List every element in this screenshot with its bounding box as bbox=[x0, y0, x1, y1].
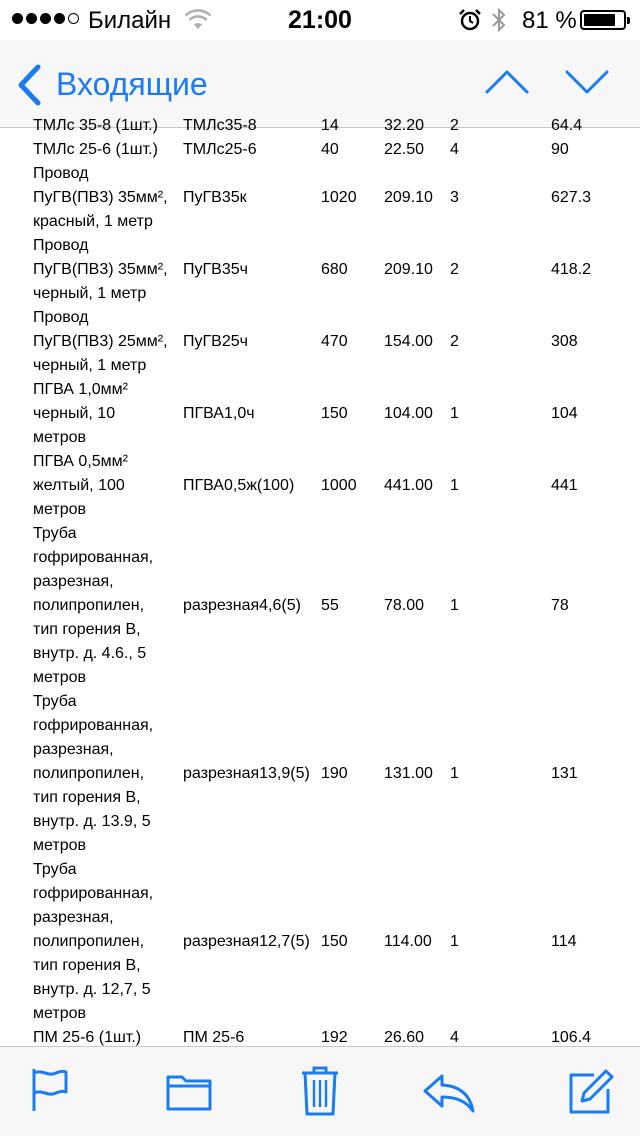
move-to-folder-button[interactable] bbox=[166, 1073, 212, 1116]
item-name: ТМЛс 25-6 (1шт.) bbox=[33, 141, 158, 158]
table-row bbox=[0, 306, 640, 378]
item-total: 90 bbox=[551, 141, 569, 158]
flag-icon bbox=[30, 1067, 70, 1113]
item-code: ПМ 25-6 bbox=[183, 1029, 245, 1046]
item-qty: 190 bbox=[321, 765, 348, 782]
carrier-name: Билайн bbox=[88, 7, 172, 34]
back-button-label: Входящие bbox=[56, 65, 208, 102]
alarm-icon bbox=[458, 8, 482, 39]
status-bar bbox=[0, 0, 640, 40]
item-count: 1 bbox=[450, 477, 459, 494]
item-code: ТМЛс25-6 bbox=[183, 141, 257, 158]
item-count: 2 bbox=[450, 333, 459, 350]
item-count: 2 bbox=[450, 117, 459, 134]
item-price: 209.10 bbox=[384, 189, 433, 206]
item-price: 131.00 bbox=[384, 765, 433, 782]
item-qty: 1000 bbox=[321, 477, 357, 494]
item-total: 106.4 bbox=[551, 1029, 592, 1046]
back-button[interactable] bbox=[16, 64, 208, 106]
item-price: 78.00 bbox=[384, 597, 425, 614]
table-row bbox=[0, 162, 640, 234]
item-count: 4 bbox=[450, 1029, 459, 1046]
table-row bbox=[0, 114, 640, 138]
item-code: ПуГВ35ч bbox=[183, 261, 248, 278]
folder-icon bbox=[166, 1073, 212, 1111]
reply-icon bbox=[422, 1073, 476, 1113]
item-code: разрезная12,7(5) bbox=[183, 933, 310, 950]
item-total: 78 bbox=[551, 597, 569, 614]
item-name: ПМ 25-6 (1шт.) bbox=[33, 1029, 142, 1046]
item-total: 114 bbox=[551, 933, 577, 950]
table-row bbox=[0, 234, 640, 306]
item-total: 131 bbox=[551, 765, 578, 782]
item-code: ПГВА0,5ж(100) bbox=[183, 477, 295, 494]
item-qty: 150 bbox=[321, 933, 348, 950]
table-row bbox=[0, 378, 640, 450]
item-total: 104 bbox=[551, 405, 578, 422]
chevron-left-icon bbox=[16, 64, 42, 106]
item-name: Труба гофрированная, разрезная, полипропилен, тип горения В, внутр. д. 12,7, 5 метров bbox=[33, 861, 154, 1022]
item-price: 22.50 bbox=[384, 141, 425, 158]
item-price: 441.00 bbox=[384, 477, 433, 494]
item-qty: 55 bbox=[321, 597, 339, 614]
item-name: Труба гофрированная, разрезная, полипропилен, тип горения В, внутр. д. 13.9, 5 метров bbox=[33, 693, 154, 854]
table-row bbox=[0, 858, 640, 1026]
item-code: ПуГВ35к bbox=[183, 189, 247, 206]
next-message-button[interactable] bbox=[564, 68, 610, 101]
item-qty: 680 bbox=[321, 261, 348, 278]
item-count: 1 bbox=[450, 765, 459, 782]
chevron-down-icon bbox=[564, 68, 610, 96]
table-row bbox=[0, 138, 640, 162]
item-price: 114.00 bbox=[384, 933, 432, 950]
item-code: разрезная4,6(5) bbox=[183, 597, 301, 614]
item-code: ПГВА1,0ч bbox=[183, 405, 255, 422]
item-count: 1 bbox=[450, 933, 459, 950]
item-count: 1 bbox=[450, 405, 459, 422]
message-body[interactable] bbox=[0, 117, 640, 1046]
flag-button[interactable] bbox=[30, 1067, 70, 1118]
clock: 21:00 bbox=[288, 6, 352, 34]
item-count: 1 bbox=[450, 597, 459, 614]
bluetooth-icon bbox=[490, 7, 508, 40]
item-code: ТМЛс35-8 bbox=[183, 117, 257, 134]
item-qty: 150 bbox=[321, 405, 348, 422]
item-total: 64.4 bbox=[551, 117, 583, 134]
item-price: 154.00 bbox=[384, 333, 433, 350]
delete-button[interactable] bbox=[300, 1065, 340, 1122]
item-total: 627.3 bbox=[551, 189, 592, 206]
table-row bbox=[0, 690, 640, 858]
table-row bbox=[0, 522, 640, 690]
item-qty: 40 bbox=[321, 141, 339, 158]
item-name: Провод ПуГВ(ПВ3) 35мм², черный, 1 метр bbox=[33, 237, 168, 302]
item-name: ПГВА 0,5мм² желтый, 100 метров bbox=[33, 453, 128, 518]
item-name: Провод ПуГВ(ПВ3) 25мм², черный, 1 метр bbox=[33, 309, 168, 374]
item-name: Провод ПуГВ(ПВ3) 35мм², красный, 1 метр bbox=[33, 165, 168, 230]
trash-icon bbox=[300, 1065, 340, 1117]
battery-icon bbox=[580, 10, 626, 30]
previous-message-button[interactable] bbox=[484, 68, 530, 101]
item-name: ТМЛс 35-8 (1шт.) bbox=[33, 117, 158, 134]
reply-button[interactable] bbox=[422, 1073, 476, 1118]
item-price: 104.00 bbox=[384, 405, 433, 422]
chevron-up-icon bbox=[484, 68, 530, 96]
item-count: 4 bbox=[450, 141, 459, 158]
item-total: 308 bbox=[551, 333, 578, 350]
bottom-toolbar bbox=[0, 1046, 640, 1136]
item-code: ПуГВ25ч bbox=[183, 333, 248, 350]
battery-percent: 81 % bbox=[522, 7, 577, 34]
compose-icon bbox=[568, 1069, 614, 1115]
item-price: 32.20 bbox=[384, 117, 425, 134]
item-qty: 14 bbox=[321, 117, 339, 134]
item-price: 209.10 bbox=[384, 261, 433, 278]
item-count: 3 bbox=[450, 189, 459, 206]
item-code: разрезная13,9(5) bbox=[183, 765, 310, 782]
item-price: 26.60 bbox=[384, 1029, 425, 1046]
item-name: ПГВА 1,0мм² черный, 10 метров bbox=[33, 381, 128, 446]
order-table bbox=[0, 114, 640, 1050]
item-total: 418.2 bbox=[551, 261, 592, 278]
table-row bbox=[0, 450, 640, 522]
item-total: 441 bbox=[551, 477, 578, 494]
item-qty: 1020 bbox=[321, 189, 357, 206]
compose-button[interactable] bbox=[568, 1069, 614, 1120]
item-qty: 192 bbox=[321, 1029, 348, 1046]
item-count: 2 bbox=[450, 261, 459, 278]
item-name: Труба гофрированная, разрезная, полипропилен, тип горения В, внутр. д. 4.6., 5 метров bbox=[33, 525, 154, 686]
item-qty: 470 bbox=[321, 333, 348, 350]
